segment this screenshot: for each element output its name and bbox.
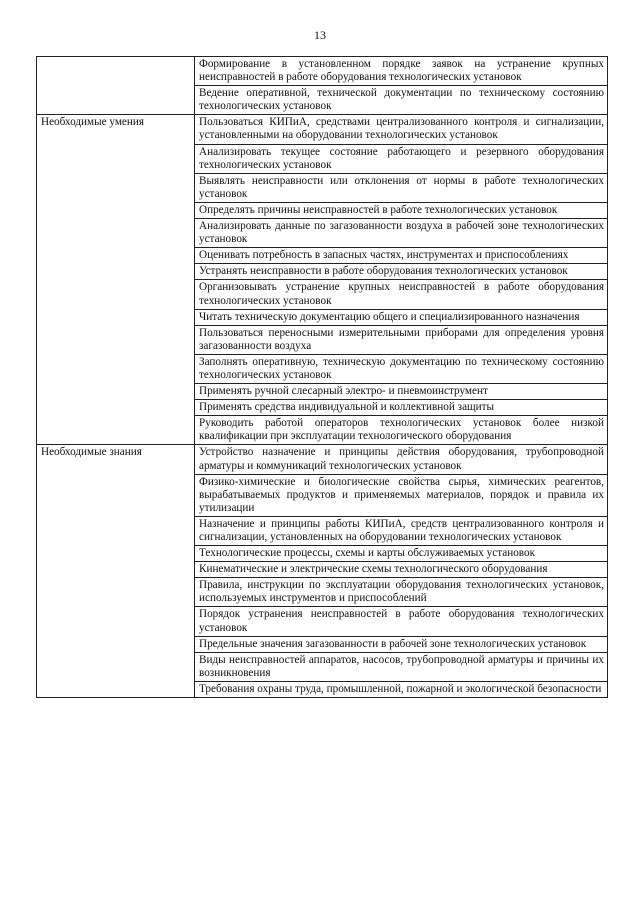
section-label: Необходимые знания [37, 445, 195, 698]
table-row [37, 445, 608, 474]
section-item: Технологические процессы, схемы и карты обслуживаемых установок [195, 546, 608, 562]
section-item: Назначение и принципы работы КИПиА, средств централизованного контроля и сигнализации, установленных на оборудовании технологических установок [195, 516, 608, 545]
section-item: Формирование в установленном порядке заявок на устранение крупных неисправностей в работе оборудования технологических установок [195, 57, 608, 86]
section-item: Физико-химические и биологические свойства сырья, химических реагентов, вырабатываемых продуктов и применяемых материалов, порядок и правила их утилизации [195, 474, 608, 516]
section-item: Читать техническую документацию общего и специализированного назначения [195, 309, 608, 325]
section-item: Устранять неисправности в работе оборудования технологических установок [195, 264, 608, 280]
section-item: Правила, инструкции по эксплуатации оборудования технологических установок, используемых инструментов и приспособлений [195, 578, 608, 607]
section-item: Пользоваться КИПиА, средствами централизованного контроля и сигнализации, установленными на оборудовании технологических установок [195, 115, 608, 144]
section-item: Предельные значения загазованности в рабочей зоне технологических установок [195, 636, 608, 652]
section-item: Анализировать текущее состояние работающего и резервного оборудования технологических установок [195, 144, 608, 173]
section-item: Заполнять оперативную, техническую документацию по техническому состоянию технологических установок [195, 354, 608, 383]
section-item: Требования охраны труда, промышленной, пожарной и экологической безопасности [195, 681, 608, 697]
section-item: Применять ручной слесарный электро- и пневмоинструмент [195, 384, 608, 400]
section-item: Оценивать потребность в запасных частях, инструментах и приспособлениях [195, 248, 608, 264]
section-item: Ведение оперативной, технической документации по техническому состоянию технологических установок [195, 86, 608, 115]
page-number: 13 [314, 28, 326, 42]
section-item: Анализировать данные по загазованности воздуха в рабочей зоне технологических установок [195, 219, 608, 248]
section-item: Выявлять неисправности или отклонения от нормы в работе технологических установок [195, 173, 608, 202]
section-label: Необходимые умения [37, 115, 195, 445]
section-item: Определять причины неисправностей в работе технологических установок [195, 202, 608, 218]
table-row [37, 115, 608, 144]
section-item: Руководить работой операторов технологических установок более низкой квалификации при эксплуатации технологического оборудования [195, 416, 608, 445]
section-item: Порядок устранения неисправностей в работе оборудования технологических установок [195, 607, 608, 636]
competency-table [36, 56, 608, 698]
section-item: Устройство назначение и принципы действия оборудования, трубопроводной арматуры и коммуникаций технологических установок [195, 445, 608, 474]
competency-table-body [37, 57, 608, 698]
section-label [37, 57, 195, 115]
section-item: Виды неисправностей аппаратов, насосов, трубопроводной арматуры и причины их возникновения [195, 652, 608, 681]
section-item: Применять средства индивидуальной и коллективной защиты [195, 400, 608, 416]
section-item: Кинематические и электрические схемы технологического оборудования [195, 562, 608, 578]
section-item: Пользоваться переносными измерительными приборами для определения уровня загазованности воздуха [195, 325, 608, 354]
table-row [37, 57, 608, 86]
section-item: Организовывать устранение крупных неисправностей в работе оборудования технологических установок [195, 280, 608, 309]
